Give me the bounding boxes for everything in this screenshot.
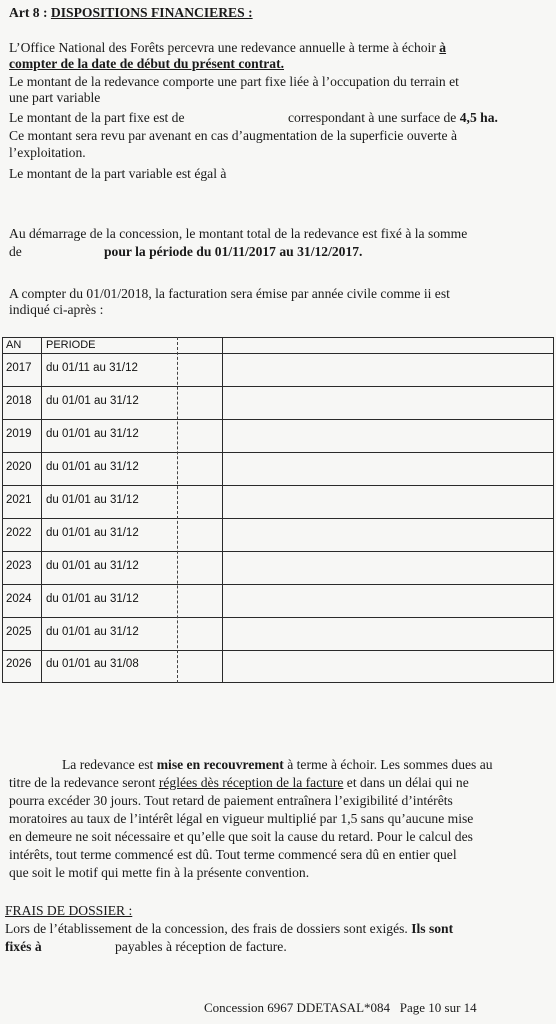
para4-line2: titre de la redevance seront réglées dès réception de la facture et dans un délai qui ne	[9, 775, 469, 790]
table-cell-year: 2019	[6, 428, 32, 440]
table-cell-year: 2023	[6, 560, 32, 572]
table-cell-period: du 01/01 au 31/12	[46, 593, 139, 605]
table-cell-year: 2021	[6, 494, 32, 506]
fees-title: FRAIS DE DOSSIER :	[5, 903, 133, 918]
para1-line6: Ce montant sera revu par avenant en cas d’augmentation de la superficie ouverte à	[9, 128, 458, 143]
table-header-year: AN	[6, 339, 22, 351]
para1-line5b: correspondant à une surface de 4,5 ha.	[288, 110, 498, 125]
para2-line2b: pour la période du 01/11/2017 au 31/12/2017.	[104, 244, 363, 259]
table-cell-year: 2017	[6, 362, 32, 374]
table-cell-period: du 01/01 au 31/12	[46, 494, 139, 506]
table-cell-period: du 01/01 au 31/08	[46, 658, 139, 670]
footer-reference: Concession 6967 DDETASAL*084	[204, 1000, 391, 1015]
para1-line7: l’exploitation.	[9, 145, 86, 160]
table-cell-period: du 01/01 au 31/12	[46, 428, 139, 440]
table-cell-period: du 01/01 au 31/12	[46, 626, 139, 638]
article-title: DISPOSITIONS FINANCIERES :	[50, 5, 253, 20]
table-cell-period: du 01/11 au 31/12	[46, 362, 138, 374]
table-cell-period: du 01/01 au 31/12	[46, 461, 139, 473]
table-cell-year: 2024	[6, 593, 32, 605]
article-heading	[9, 5, 253, 21]
table-cell-year: 2020	[6, 461, 32, 473]
table-cell-year: 2018	[6, 395, 32, 407]
page-number: Page 10 sur 14	[399, 1000, 477, 1015]
fees-line1: Lors de l’établissement de la concession, des frais de dossiers sont exigés. Ils sont	[5, 921, 454, 936]
para4-line3: pourra excéder 30 jours. Tout retard de paiement entraînera l’exigibilité d’intérêts	[9, 793, 453, 808]
fees-line2b: payables à réception de facture.	[115, 939, 287, 954]
table-cell-period: du 01/01 au 31/12	[46, 395, 139, 407]
para4-line7: que soit le motif qui mette fin à la présente convention.	[9, 865, 310, 880]
para3-line1: A compter du 01/01/2018, la facturation sera émise par année civile comme ii est	[9, 286, 450, 301]
para2-line2a: de	[9, 244, 22, 259]
table-cell-period: du 01/01 au 31/12	[46, 560, 139, 572]
para4-line5: en demeure ne soit nécessaire et qu’elle que soit la cause du retard. Pour le calcul des	[9, 829, 473, 844]
fees-line2a: fixés à	[5, 939, 42, 954]
table-cell-year: 2026	[6, 658, 32, 670]
article-number: Art 8 :	[9, 5, 48, 20]
para1-line8: Le montant de la part variable est égal à	[9, 166, 227, 181]
footer	[204, 1000, 477, 1016]
para1-line2: compter de la date de début du présent contrat.	[9, 56, 285, 71]
para2-line1: Au démarrage de la concession, le montant total de la redevance est fixé à la somme	[9, 226, 468, 241]
table-cell-year: 2022	[6, 527, 32, 539]
para1-line3: Le montant de la redevance comporte une part fixe liée à l’occupation du terrain et	[9, 74, 459, 89]
para4-line6: intérêts, tout terme commencé est dû. Tout terme commencé sera dû en entier quel	[9, 847, 457, 862]
para1-line1: L’Office National des Forêts percevra une redevance annuelle à terme à échoir à	[9, 40, 447, 55]
para1-line5a: Le montant de la part fixe est de	[9, 110, 185, 125]
billing-schedule-table	[2, 337, 554, 683]
table-cell-year: 2025	[6, 626, 32, 638]
para3-line2: indiqué ci-après :	[9, 302, 104, 317]
para4-line4: moratoires au taux de l’intérêt légal en vigueur multiplié par 1,5 sans qu’aucune mise	[9, 811, 474, 826]
table-cell-period: du 01/01 au 31/12	[46, 527, 139, 539]
para1-line4: une part variable	[9, 90, 101, 105]
para4-line1: La redevance est mise en recouvrement à terme à échoir. Les sommes dues au	[62, 757, 493, 772]
table-header-period: PERIODE	[46, 339, 96, 351]
